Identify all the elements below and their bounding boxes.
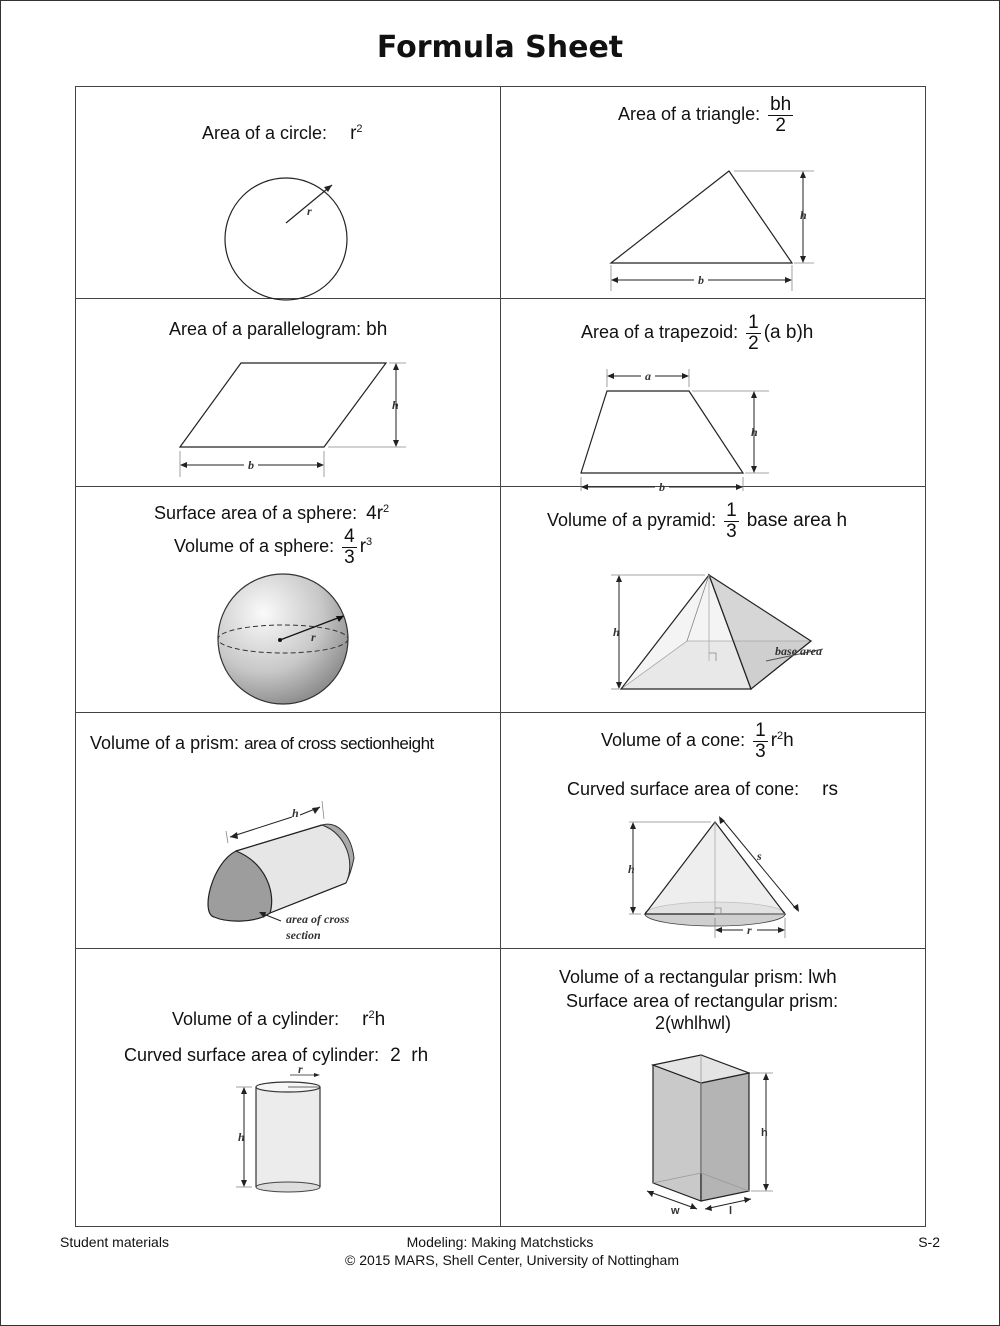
prism-vol-label: Volume of a prism: bbox=[90, 733, 240, 753]
sphere-vol-fraction bbox=[342, 527, 357, 568]
cell-cone bbox=[501, 713, 926, 949]
prism-h-label: h bbox=[292, 806, 299, 820]
cone-den: 3 bbox=[755, 740, 766, 762]
cell-trapezoid-area bbox=[501, 299, 926, 494]
pyramid-h-label: h bbox=[613, 625, 620, 639]
trapezoid-formula-a: (a bbox=[763, 322, 786, 344]
circle-area-formula bbox=[202, 123, 363, 145]
prism-formula-a: area of cross section bbox=[244, 734, 391, 753]
trapezoid-figure bbox=[579, 361, 779, 494]
sphere-sa-r: r bbox=[376, 503, 384, 524]
parallelogram-h-label: h bbox=[392, 398, 399, 412]
rect-prism-h-label: h bbox=[761, 1127, 768, 1139]
cylinder-csa-label: Curved surface area of cylinder: bbox=[124, 1045, 380, 1065]
cell-parallelogram-area bbox=[76, 299, 501, 487]
sphere-sa-label: Surface area of a sphere: bbox=[154, 503, 358, 523]
triangle-b-label: b bbox=[698, 273, 704, 287]
triangle-fraction bbox=[768, 95, 793, 136]
sphere-vol-num: 4 bbox=[344, 526, 355, 547]
rect-prism-sa-c: wl) bbox=[708, 1013, 732, 1033]
trapezoid-num: 1 bbox=[748, 312, 759, 333]
sphere-vol-exp: 3 bbox=[366, 536, 373, 549]
cell-pyramid-volume bbox=[501, 487, 926, 713]
prism-formula-b: height bbox=[390, 734, 434, 753]
triangle-den: 2 bbox=[775, 114, 786, 136]
prism-volume-formula bbox=[90, 733, 434, 754]
parallelogram-area-formula bbox=[169, 319, 387, 341]
footer-center-2: © 2015 MARS, Shell Center, University of Nottingham bbox=[344, 1252, 680, 1268]
cell-prism-volume bbox=[76, 713, 501, 949]
triangle-figure bbox=[609, 167, 819, 287]
cone-fraction bbox=[753, 721, 768, 762]
sphere-sa-exp: 2 bbox=[383, 503, 390, 515]
cone-vol-label: Volume of a cone: bbox=[601, 730, 746, 751]
rect-prism-sa-formula bbox=[655, 1013, 731, 1034]
triangle-num: bh bbox=[770, 94, 792, 115]
cone-h: h bbox=[783, 730, 794, 752]
cone-h-label: h bbox=[628, 862, 635, 876]
rect-prism-vol-label: Volume of a rectangular prism: bbox=[559, 967, 804, 987]
formula-grid bbox=[75, 86, 926, 1227]
rect-prism-figure bbox=[641, 1059, 781, 1219]
pyramid-fraction bbox=[724, 501, 739, 542]
cone-figure bbox=[621, 818, 831, 948]
rect-prism-l-label: l bbox=[729, 1205, 733, 1217]
cone-volume-formula bbox=[601, 721, 794, 762]
cylinder-h-label: h bbox=[238, 1130, 245, 1144]
cylinder-volume-formula bbox=[172, 1009, 385, 1031]
trapezoid-b-label: b bbox=[659, 480, 665, 494]
prism-area-label-2: section bbox=[286, 928, 321, 942]
pyramid-den: 3 bbox=[726, 520, 737, 542]
footer-center-1: Modeling: Making Matchsticks bbox=[406, 1234, 594, 1250]
circle-figure bbox=[224, 177, 349, 302]
cone-s-label: s bbox=[757, 849, 762, 863]
pyramid-base-label: base area bbox=[775, 644, 822, 658]
cell-sphere bbox=[76, 487, 501, 713]
cone-r: r bbox=[770, 730, 778, 752]
trapezoid-area-label: Area of a trapezoid: bbox=[581, 322, 739, 343]
cell-rectangular-prism bbox=[501, 949, 926, 1227]
sphere-surface-area-formula bbox=[154, 503, 389, 525]
cone-exp: 2 bbox=[777, 730, 784, 743]
prism-area-label-1: area of cross bbox=[286, 912, 350, 926]
sphere-vol-label: Volume of a sphere: bbox=[174, 536, 335, 557]
sphere-vol-den: 3 bbox=[344, 546, 355, 568]
cylinder-vol-exp: 2 bbox=[368, 1009, 375, 1021]
cell-cylinder bbox=[76, 949, 501, 1227]
trapezoid-area-formula bbox=[581, 313, 813, 354]
cone-csa-value: rs bbox=[822, 779, 838, 800]
parallelogram-formula: bh bbox=[366, 319, 388, 340]
sphere-figure bbox=[216, 572, 351, 707]
parallelogram-figure bbox=[176, 359, 406, 479]
rect-prism-sa-b: lh bbox=[694, 1013, 709, 1033]
triangle-area-label: Area of a triangle: bbox=[618, 104, 761, 125]
rect-prism-sa-label: Surface area of rectangular prism: bbox=[566, 991, 839, 1011]
footer-left: Student materials bbox=[60, 1234, 169, 1250]
pyramid-formula-b: h bbox=[836, 510, 848, 532]
pyramid-vol-label: Volume of a pyramid: bbox=[547, 510, 717, 531]
circle-exp: 2 bbox=[356, 123, 363, 135]
sphere-vol-r: r bbox=[359, 536, 367, 558]
pyramid-num: 1 bbox=[726, 500, 737, 521]
triangle-h-label: h bbox=[800, 208, 807, 222]
cylinder-figure bbox=[234, 1062, 334, 1197]
cell-circle-area bbox=[76, 87, 501, 299]
rect-prism-vol-value: lwh bbox=[808, 967, 837, 988]
pyramid-figure bbox=[601, 569, 871, 704]
parallelogram-area-label: Area of a parallelogram: bbox=[169, 319, 362, 339]
rect-prism-w-label: w bbox=[671, 1205, 680, 1217]
triangle-area-formula bbox=[618, 95, 796, 136]
footer-right: S-2 bbox=[918, 1234, 940, 1250]
cylinder-vol-label: Volume of a cylinder: bbox=[172, 1009, 340, 1029]
cylinder-csa-value: 2 rh bbox=[390, 1045, 429, 1066]
page-title: Formula Sheet bbox=[376, 30, 624, 65]
trapezoid-fraction bbox=[746, 313, 761, 354]
rect-prism-volume-formula bbox=[559, 967, 837, 989]
trapezoid-formula-b: b)h bbox=[785, 322, 814, 344]
trapezoid-den: 2 bbox=[748, 332, 759, 354]
circle-area-label: Area of a circle: bbox=[202, 123, 328, 143]
parallelogram-b-label: b bbox=[248, 458, 254, 472]
cone-csa-label: Curved surface area of cone: bbox=[567, 779, 800, 799]
cone-csa-formula bbox=[567, 779, 838, 801]
pyramid-volume-formula bbox=[547, 501, 847, 542]
sphere-r-label: r bbox=[311, 630, 316, 644]
sphere-sa-pre: 4 bbox=[366, 503, 377, 524]
prism-figure bbox=[206, 773, 406, 942]
cone-r-label: r bbox=[747, 923, 752, 937]
trapezoid-a-label: a bbox=[645, 369, 651, 383]
cylinder-vol-h: h bbox=[374, 1009, 386, 1030]
circle-r: r bbox=[350, 123, 357, 144]
circle-r-label: r bbox=[307, 204, 312, 218]
trapezoid-h-label: h bbox=[751, 425, 758, 439]
cylinder-vol-r: r bbox=[362, 1009, 369, 1030]
cylinder-r-label: r bbox=[298, 1062, 303, 1076]
sphere-volume-formula bbox=[174, 527, 372, 568]
cone-num: 1 bbox=[755, 720, 766, 741]
pyramid-formula-a: base area bbox=[746, 510, 837, 532]
cylinder-csa-formula bbox=[124, 1045, 428, 1067]
cell-triangle-area bbox=[501, 87, 926, 299]
rect-prism-sa-a: 2(wh bbox=[655, 1013, 695, 1033]
